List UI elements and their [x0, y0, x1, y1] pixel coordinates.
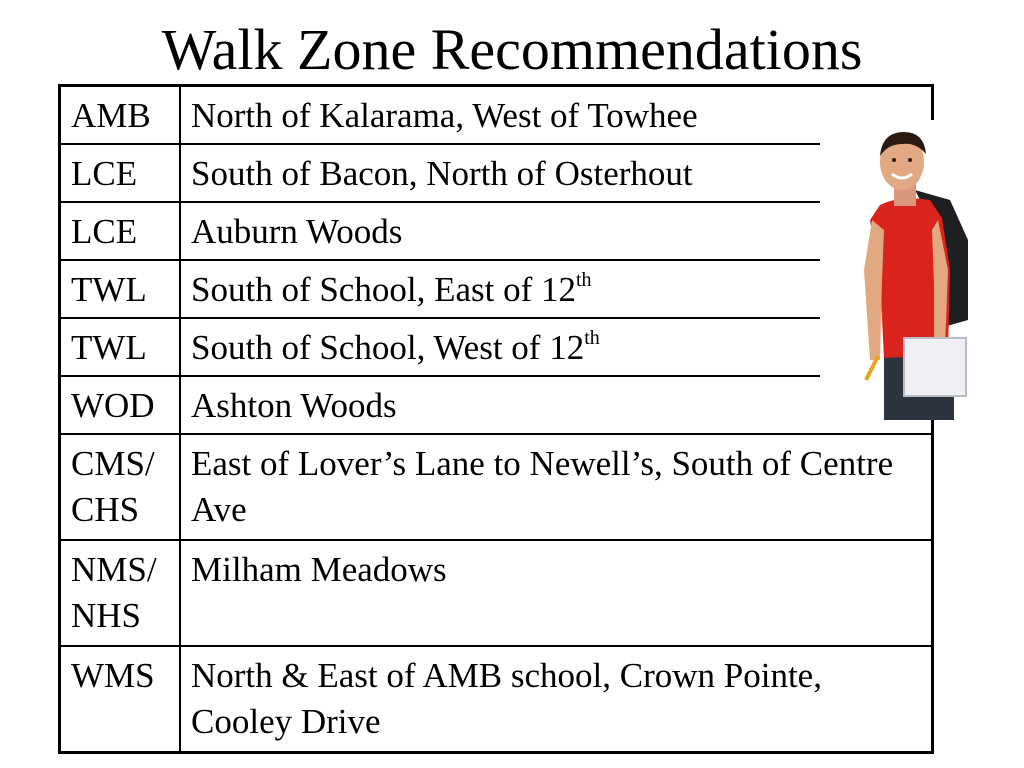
school-cell: WOD	[60, 376, 181, 434]
table-row	[60, 202, 933, 260]
school-cell: TWL	[60, 260, 181, 318]
school-cell: LCE	[60, 144, 181, 202]
walk-zone-table	[58, 84, 934, 754]
table-row	[60, 144, 933, 202]
table-row	[60, 376, 933, 434]
student-with-backpack-icon	[820, 120, 990, 420]
student-photo	[820, 120, 990, 420]
school-cell: AMB	[60, 86, 181, 145]
area-cell: South of Bacon, North of Osterhout	[180, 144, 933, 202]
area-cell: North of Kalarama, West of Towhee	[180, 86, 933, 145]
area-cell: Auburn Woods	[180, 202, 933, 260]
slide-title: Walk Zone Recommendations	[161, 17, 863, 82]
table-row	[60, 260, 933, 318]
school-cell: CMS/ CHS	[60, 434, 181, 540]
area-cell: North & East of AMB school, Crown Pointe, Cooley Drive	[180, 646, 933, 753]
area-cell: Milham Meadows	[180, 540, 933, 646]
table-row	[60, 86, 933, 145]
school-cell: WMS	[60, 646, 181, 753]
table-row	[60, 318, 933, 376]
school-cell: LCE	[60, 202, 181, 260]
school-cell: NMS/ NHS	[60, 540, 181, 646]
table-row	[60, 434, 933, 540]
area-cell: East of Lover’s Lane to Newell’s, South of Centre Ave	[180, 434, 933, 540]
school-cell: TWL	[60, 318, 181, 376]
area-cell: Ashton Woods	[180, 376, 933, 434]
table-row	[60, 540, 933, 646]
area-cell: South of School, East of 12th	[180, 260, 933, 318]
ordinal-suffix: th	[584, 327, 600, 350]
ordinal-suffix: th	[575, 269, 592, 292]
table-row	[60, 646, 933, 753]
area-cell: South of School, West of 12th	[180, 318, 933, 376]
